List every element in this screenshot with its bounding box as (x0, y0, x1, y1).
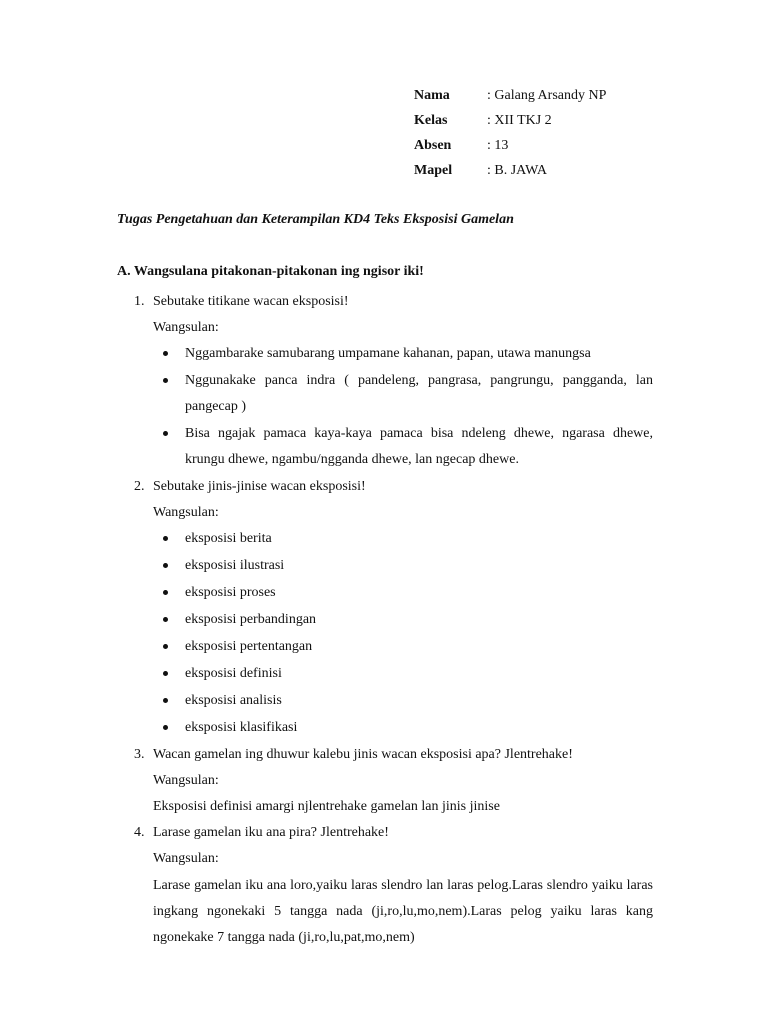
bullet-text: Nggambarake samubarang umpamane kahanan, papan, utawa manungsa (185, 346, 591, 361)
student-info (414, 86, 606, 186)
section-heading: A. Wangsulana pitakonan-pitakonan ing ngisor iki! (117, 264, 424, 279)
info-value: : 13 (487, 138, 509, 153)
bullet-text: eksposisi klasifikasi (185, 720, 298, 735)
info-row-class (414, 111, 606, 136)
bullet-icon (163, 536, 168, 541)
bullet-icon (163, 563, 168, 568)
question-2 (117, 474, 653, 742)
info-row-name (414, 86, 606, 111)
answer-label: Wangsulan: (153, 851, 219, 866)
question-4 (117, 820, 653, 952)
answer-bullet-list (117, 526, 653, 742)
info-value: : B. JAWA (487, 163, 547, 178)
bullet-item (185, 368, 653, 421)
question-number: 4. (134, 825, 145, 840)
answer-bullet-list (117, 341, 653, 474)
bullet-icon (163, 378, 168, 383)
question-1 (117, 289, 653, 474)
bullet-item (185, 634, 653, 661)
bullet-icon (163, 671, 168, 676)
question-text: Sebutake jinis-jinise wacan eksposisi! (153, 479, 366, 494)
info-row-absen (414, 136, 606, 161)
bullet-icon (163, 590, 168, 595)
bullet-item (185, 341, 653, 368)
info-row-subject (414, 161, 606, 186)
bullet-icon (163, 698, 168, 703)
bullet-text: eksposisi berita (185, 531, 272, 546)
answer-label: Wangsulan: (153, 773, 219, 788)
question-text: Larase gamelan iku ana pira? Jlentrehake! (153, 825, 389, 840)
bullet-item (185, 421, 653, 474)
question-number: 3. (134, 747, 145, 762)
bullet-item (185, 526, 653, 553)
bullet-item (185, 688, 653, 715)
bullet-item (185, 580, 653, 607)
question-3 (117, 742, 653, 820)
question-text: Sebutake titikane wacan eksposisi! (153, 294, 349, 309)
info-label: Kelas (414, 113, 448, 128)
bullet-text: Nggunakake panca indra ( pandeleng, pangrasa, pangrungu, pangganda, lan pangecap ) (185, 373, 653, 414)
bullet-text: eksposisi definisi (185, 666, 282, 681)
bullet-text: eksposisi ilustrasi (185, 558, 285, 573)
bullet-item (185, 553, 653, 580)
bullet-item (185, 607, 653, 634)
bullet-icon (163, 725, 168, 730)
bullet-item (185, 715, 653, 742)
bullet-text: eksposisi pertentangan (185, 639, 313, 654)
info-value: : XII TKJ 2 (487, 113, 552, 128)
bullet-icon (163, 431, 168, 436)
info-label: Mapel (414, 163, 453, 178)
bullet-icon (163, 617, 168, 622)
question-number: 1. (134, 294, 145, 309)
document-title: Tugas Pengetahuan dan Keterampilan KD4 Teks Eksposisi Gamelan (117, 212, 514, 227)
bullet-text: eksposisi proses (185, 585, 276, 600)
bullet-icon (163, 644, 168, 649)
bullet-text: Bisa ngajak pamaca kaya-kaya pamaca bisa ndeleng dhewe, ngarasa dhewe, krungu dhewe, ngambu/ngganda dhewe, lan ngecap dhewe. (185, 426, 653, 467)
info-label: Absen (414, 138, 452, 153)
bullet-text: eksposisi perbandingan (185, 612, 317, 627)
question-list (117, 289, 653, 952)
answer-label: Wangsulan: (153, 505, 219, 520)
info-value: : Galang Arsandy NP (487, 88, 607, 103)
bullet-text: eksposisi analisis (185, 693, 282, 708)
info-label: Nama (414, 88, 450, 103)
question-number: 2. (134, 479, 145, 494)
answer-paragraph: Larase gamelan iku ana loro,yaiku laras slendro lan laras pelog.Laras slendro yaiku laras ingkang ngonekaki 5 tangga nada (ji,ro,lu,mo,nem).Laras pelog yaiku laras kang ngonekake 7 tangga nada (ji,ro,lu,pat,mo,nem) (153, 878, 653, 945)
question-text: Wacan gamelan ing dhuwur kalebu jinis wacan eksposisi apa? Jlentrehake! (153, 747, 573, 762)
answer-text: Eksposisi definisi amargi njlentrehake gamelan lan jinis jinise (153, 799, 500, 814)
answer-label: Wangsulan: (153, 320, 219, 335)
bullet-item (185, 661, 653, 688)
bullet-icon (163, 351, 168, 356)
